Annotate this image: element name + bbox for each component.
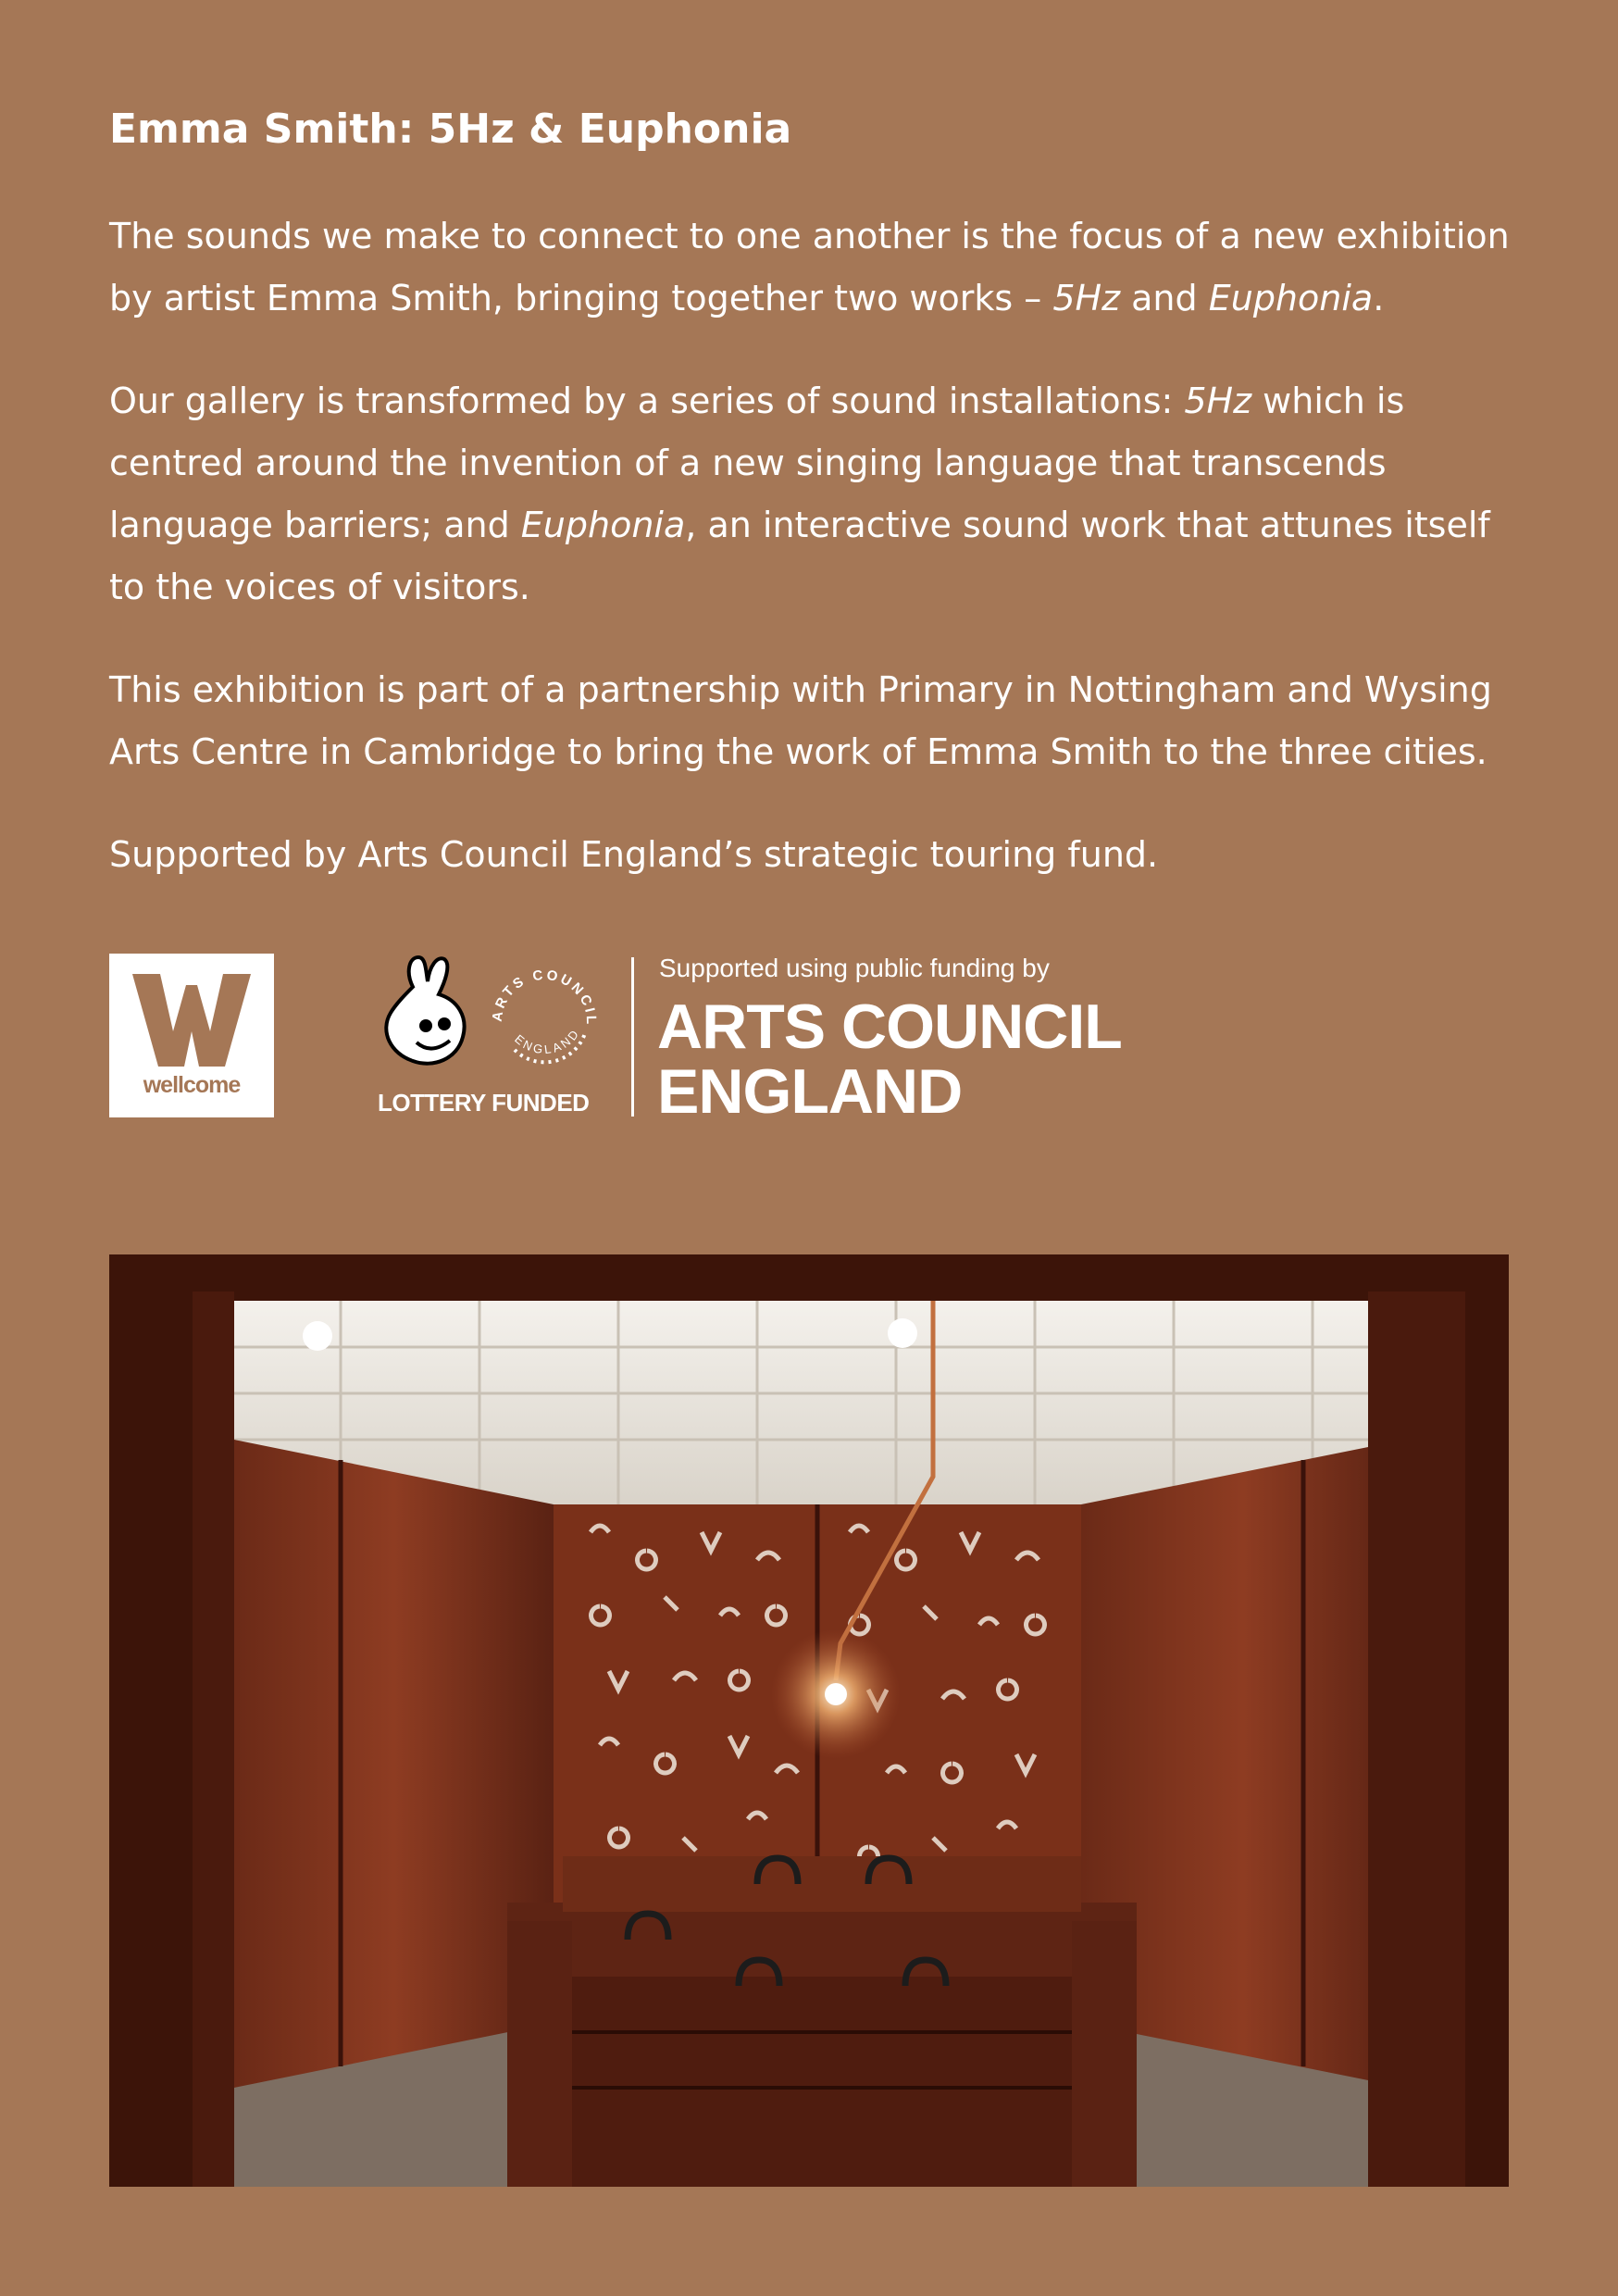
installations-text-mid: which is centred around the invention of a new singing language that transcends language barriers; and <box>109 381 1405 545</box>
work-title-5hz: 5Hz <box>1052 278 1121 318</box>
paragraph-intro <box>109 206 1516 330</box>
page-title: Emma Smith: 5Hz & Euphonia <box>109 106 792 153</box>
arts-council-england-wordmark <box>657 992 1122 1127</box>
england-line: ENGLAND <box>657 1056 963 1127</box>
lottery-funded-label: LOTTERY FUNDED <box>378 1089 590 1117</box>
intro-text: The sounds we make to connect to one another is the focus of a new exhibition by artist Emma Smith, bringing together two works – <box>109 216 1510 318</box>
public-funding-line: Supported using public funding by <box>659 954 1050 982</box>
wellcome-wordmark: wellcome <box>143 1072 241 1098</box>
paragraph-partnership: This exhibition is part of a partnership with Primary in Nottingham and Wysing Arts Centre in Cambridge to bring the work of Emma Smith to the three cities. <box>109 669 1492 772</box>
wellcome-logo <box>109 954 274 1117</box>
wellcome-w-icon <box>132 974 251 1067</box>
arts-council-line: ARTS COUNCIL <box>657 992 1122 1062</box>
paragraph-installations <box>109 370 1516 618</box>
svg-text:ENGLAND <box>512 1026 582 1057</box>
lottery-crossed-fingers-icon <box>368 954 489 1074</box>
exhibition-photo <box>109 1254 1509 2187</box>
intro-end: . <box>1373 278 1385 318</box>
intro-connector: and <box>1120 278 1209 318</box>
funder-logos <box>109 954 1220 1127</box>
gallery-installation-image <box>109 1254 1509 2187</box>
paragraph-support: Supported by Arts Council England’s strategic touring fund. <box>109 834 1159 875</box>
arts-council-ring-icon <box>489 961 600 1072</box>
ring-text-bottom: ENGLAND <box>512 1025 583 1057</box>
main-content <box>109 102 1516 886</box>
work-title-5hz: 5Hz <box>1184 381 1252 421</box>
work-title-euphonia: Euphonia <box>1208 278 1374 318</box>
logo-divider <box>631 957 634 1117</box>
work-title-euphonia: Euphonia <box>520 505 686 545</box>
svg-text:ARTS COUNCIL <box>490 967 599 1028</box>
installations-text-end: , an interactive sound work that attunes itself to the voices of visitors. <box>109 505 1490 607</box>
installations-text: Our gallery is transformed by a series of sound installations: <box>109 381 1185 421</box>
ring-text-top: ARTS COUNCIL <box>489 967 600 1028</box>
